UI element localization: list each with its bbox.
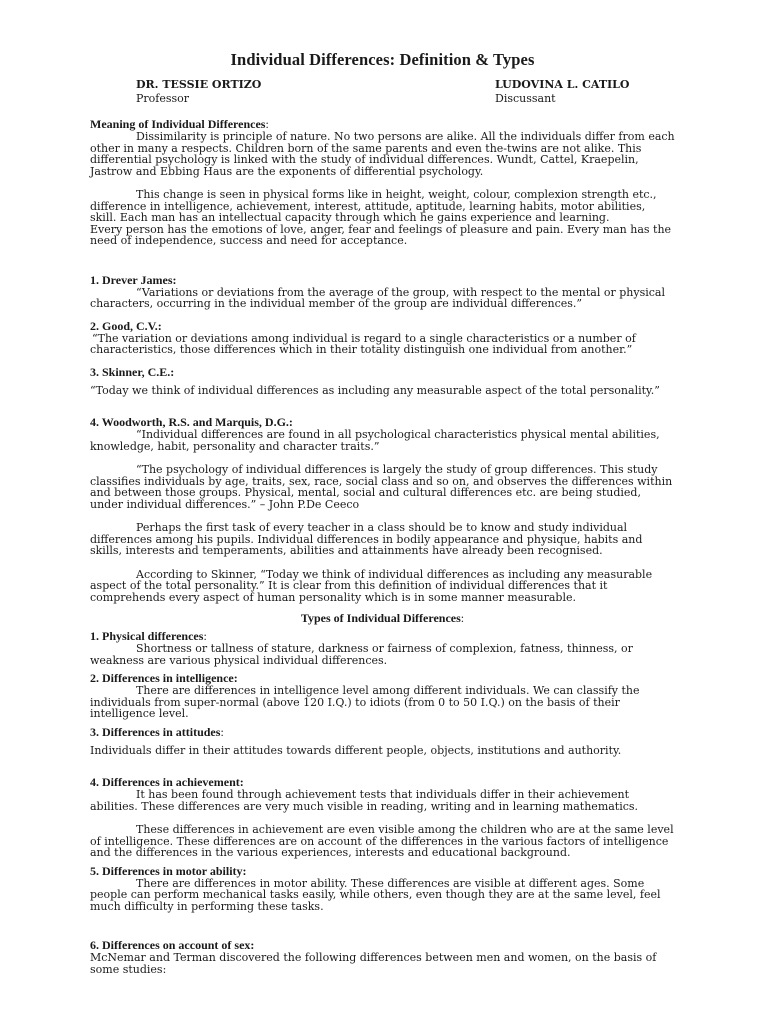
type-text: Shortness or tallness of stature, darkness or fairness of complexion, fatness, thinness, or weakness are various physical individual differences. [90,642,633,667]
body-paragraph: “The psychology of individual differences is largely the study of group differences. This study classifies individuals by age, traits, sex, race, social class and so on, and observes the differences within and between those groups. Physical, mental, social and cultural differences etc. are being studied, under individual differences.” – John P.De Ceeco [90,463,673,511]
type-text: These differences in achievement are even visible among the children who are at the same level of intelligence. These differences are on account of the differences in the various factors of intelligence and the differences in the various experiences, interests and educational background. [90,823,674,859]
types-heading: Types of Individual Differences: [300,611,465,625]
type-heading: 2. Differences in intelligence: [90,671,238,685]
author-name: LUDOVINA L. CATILO [495,78,630,91]
author-role: Discussant [495,92,556,105]
type-text: It has been found through achievement tests that individuals differ in their achievement abilities. These differences are very much visible in reading, writing and in learning mathematics. [90,788,639,813]
type-heading: 5. Differences in motor ability: [90,863,247,878]
definition-text: “The variation or deviations among individual is regard to a single characteristics or a number of characteristics, those differences which in their totality distinguish one individual from another.” [90,331,636,356]
author-discussant [495,78,629,106]
document-title: Individual Differences: Definition & Types [230,50,535,69]
authors-block [90,78,675,108]
type-text: There are differences in motor ability. These differences are visible at different ages. Some people can perform mechanical tasks easily, while others, even though they are at the same level, feel much difficulty in performing these tasks. [90,876,661,913]
definition-text: “Today we think of individual differences as including any measurable aspect of the total personality.” [90,383,660,397]
meaning-paragraph: Dissimilarity is principle of nature. No two persons are alike. All the individuals differ from each other in many a respects. Children born of the same parents and even the-twins are not alike. This differential psychology is linked with the study of individual differences. Wundt, Cattel, Kraepelin, Jastrow and Ebbing Haus are the exponents of differential psychology. [90,130,675,178]
type-text: There are differences in intelligence level among different individuals. We can classify the individuals from super-normal (above 120 I.Q.) to idiots (from 0 to 50 I.Q.) on the basis of their intelligence level. [90,684,640,720]
body-paragraph: Perhaps the first task of every teacher in a class should be to know and study individual differences among his pupils. Individual differences in bodily appearance and physique, habits and skills, interests and temperaments, abilities and attainments have already been recognised. [90,521,643,557]
document-page [90,50,675,975]
type-heading: 3. Differences in attitudes: [90,724,224,739]
definition-heading: 3. Skinner, C.E.: [90,364,175,379]
definition-text: “Individual differences are found in all psychological characteristics physical mental abilities, knowledge, habit, personality and character traits.” [90,428,660,453]
definition-heading: 1. Drever James: [90,272,177,287]
type-heading: 1. Physical differences: [90,629,207,643]
body-paragraph: According to Skinner, “Today we think of individual differences as including any measurable aspect of the total personality.” It is clear from this definition of individual differences that it comprehends every aspect of human personality which is in some manner measurable. [90,567,653,604]
type-heading: 6. Differences on account of sex: [90,938,255,952]
author-role: Professor [136,92,190,105]
definition-heading: 2. Good, C.V.: [90,318,162,333]
type-heading: 4. Differences in achievement: [90,775,244,789]
type-text: Individuals differ in their attitudes towards different people, objects, institutions and authority. [90,743,622,757]
definition-heading: 4. Woodworth, R.S. and Marquis, D.G.: [90,415,293,429]
meaning-paragraph: This change is seen in physical forms like in height, weight, colour, complexion strength etc., difference in intelligence, achievement, interest, attitude, aptitude, learning habits, motor abilities, skill. Each man has an intellectual capacity through which he gains experience and learning. [90,188,657,224]
definition-text: “Variations or deviations from the average of the group, with respect to the mental or physical characters, occurring in the individual member of the group are individual differences.” [90,285,665,310]
type-text: McNemar and Terman discovered the following differences between men and women, on the basis of some studies: [90,951,657,976]
meaning-paragraph: Every person has the emotions of love, anger, fear and feelings of pleasure and pain. Every man has the need of independence, success and need for acceptance. [90,222,672,247]
author-professor [136,78,261,106]
author-name: DR. TESSIE ORTIZO [136,78,262,91]
meaning-heading: Meaning of Individual Differences: [90,117,269,131]
